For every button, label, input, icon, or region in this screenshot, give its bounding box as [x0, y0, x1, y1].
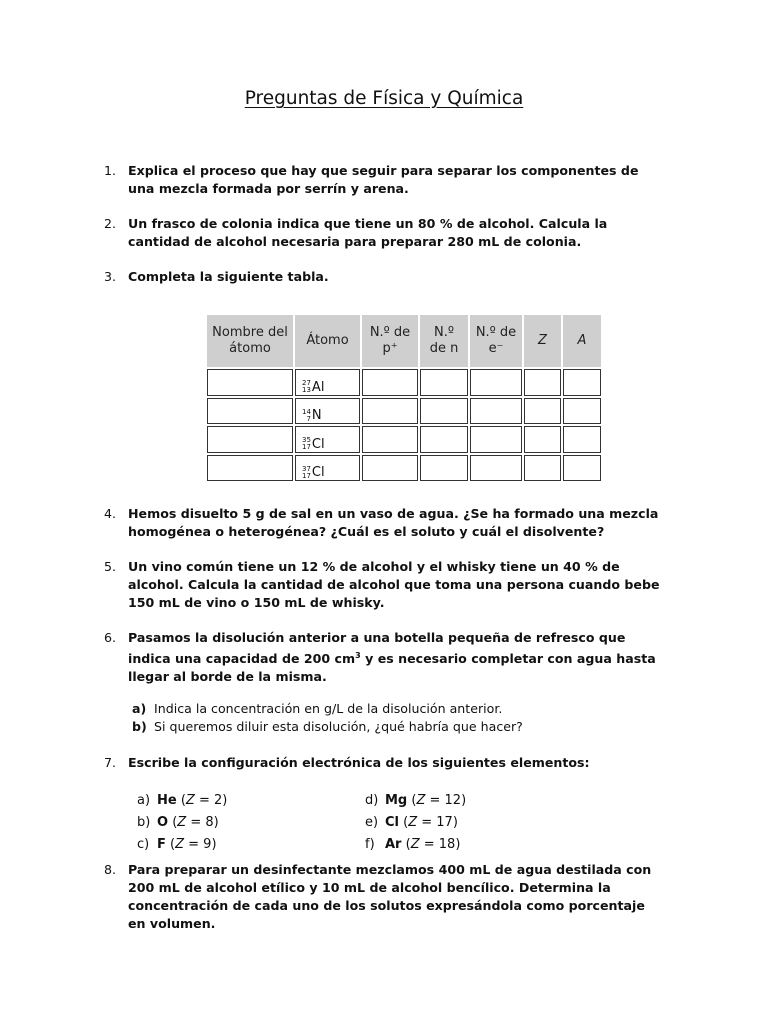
nuclide-notation — [302, 408, 322, 423]
mass-number: 35 — [302, 436, 311, 444]
element-symbol: Cl — [385, 815, 399, 830]
element-symbol: Cl — [311, 436, 325, 452]
question-8 — [104, 861, 664, 933]
element-symbol: He — [157, 793, 177, 808]
question-text-part: y es necesario completar con agua hasta llegar al borde de la misma. — [128, 651, 656, 685]
z-value: = 17 — [421, 815, 453, 830]
z-cell[interactable] — [524, 369, 561, 396]
question-text: Un frasco de colonia indica que tiene un 80 % de alcohol. Calcula la cantidad de alcohol necesaria para preparar 280 mL de colonia. — [128, 216, 608, 249]
z-symbol: Z — [175, 837, 185, 852]
element-item: d) Mg (Z = 12) — [365, 793, 467, 808]
name-cell[interactable] — [207, 369, 293, 396]
header-nombre: Nombre del átomo — [207, 315, 293, 367]
subquestion-text: Si queremos diluir esta disolución, ¿qué habría que hacer? — [154, 719, 523, 734]
element-item: e) Cl (Z = 17) — [365, 815, 458, 830]
element-symbol: O — [157, 815, 169, 830]
z-value: = 18 — [423, 837, 456, 852]
header-electrons: N.º de e⁻ — [470, 315, 522, 367]
protons-cell[interactable] — [362, 369, 418, 396]
header-z: Z — [524, 315, 561, 367]
neutrons-cell[interactable] — [420, 455, 468, 482]
element-label: d) — [365, 793, 379, 808]
question-text: Completa la siguiente tabla. — [128, 269, 329, 284]
question-text: Escribe la configuración electrónica de los siguientes elementos: — [128, 755, 590, 770]
table-row — [207, 369, 601, 396]
protons-cell[interactable] — [362, 398, 418, 425]
table-row — [207, 398, 601, 425]
question-number: 4. — [104, 506, 117, 521]
element-symbol: Al — [311, 379, 325, 395]
element-symbol: Mg — [385, 793, 408, 808]
mass-number: 37 — [302, 464, 311, 473]
atom-cell — [295, 426, 360, 453]
z-cell[interactable] — [524, 426, 561, 453]
question-7 — [104, 754, 664, 772]
page-title: Preguntas de Física y Química — [244, 88, 524, 109]
element-item: c) F (Z = 9) — [137, 837, 217, 852]
question-number: 8. — [104, 862, 117, 877]
header-atomo: Átomo — [295, 315, 360, 367]
question-2 — [104, 215, 664, 251]
question-6 — [104, 629, 664, 686]
atom-cell — [295, 369, 360, 396]
question-4 — [104, 505, 664, 541]
question-text-part: Pasamos la disolución anterior a una botella pequeña de refresco que indica una capacidad de 200 cm — [128, 630, 626, 667]
question-text: Un vino común tiene un 12 % de alcohol y el whisky tiene un 40 % de alcohol. Calcula la cantidad de alcohol que toma una persona cuando bebe 150 mL de vino o 150 mL de whisky. — [128, 559, 660, 610]
element-label: b) — [137, 815, 151, 830]
name-cell[interactable] — [207, 398, 293, 425]
z-value: = 9 — [188, 837, 212, 852]
atom-cell — [295, 455, 360, 482]
atomic-number: 17 — [302, 471, 311, 480]
z-symbol: Z — [185, 793, 195, 808]
table-header-row — [207, 315, 601, 367]
element-item: b) O (Z = 8) — [137, 815, 219, 830]
question-number: 7. — [104, 755, 117, 770]
element-symbol: N — [311, 408, 322, 423]
nuclide-notation — [302, 380, 324, 395]
table-row — [207, 426, 601, 453]
electrons-cell[interactable] — [470, 426, 522, 453]
a-cell[interactable] — [563, 369, 601, 396]
atom-cell — [295, 398, 360, 425]
subquestion-b — [132, 718, 523, 736]
atom-table — [205, 313, 603, 483]
element-symbol: Cl — [311, 465, 325, 480]
z-value: = 12 — [429, 793, 462, 808]
question-1 — [104, 162, 664, 198]
name-cell[interactable] — [207, 426, 293, 453]
z-value: = 8 — [190, 815, 214, 830]
electrons-cell[interactable] — [470, 369, 522, 396]
superscript: 3 — [355, 651, 361, 660]
element-label: f) — [365, 837, 375, 852]
subquestion-text: Indica la concentración en g/L de la disolución anterior. — [154, 701, 503, 716]
subquestion-label: b) — [132, 719, 147, 734]
header-protons: N.º de p⁺ — [362, 315, 418, 367]
z-symbol: Z — [410, 837, 420, 852]
z-symbol: Z — [177, 815, 187, 830]
question-number: 2. — [104, 216, 117, 231]
z-value: = 2 — [198, 793, 223, 808]
neutrons-cell[interactable] — [420, 426, 468, 453]
question-number: 1. — [104, 163, 117, 178]
element-item: a) He (Z = 2) — [137, 793, 228, 808]
element-label: e) — [365, 815, 379, 830]
question-text: Para preparar un desinfectante mezclamos 400 mL de agua destilada con 200 mL de alcohol etílico y 10 mL de alcohol bencílico. Determina la concentración de cada uno de los solutos expresándola como porcentaje en volumen. — [128, 862, 652, 931]
atomic-number: 17 — [302, 443, 311, 451]
subquestion-a — [132, 700, 502, 718]
question-text: Hemos disuelto 5 g de sal en un vaso de agua. ¿Se ha formado una mezcla homogénea o heterogénea? ¿Cuál es el soluto y cuál el disolvente? — [128, 506, 659, 539]
question-number: 3. — [104, 269, 117, 284]
element-item: f) Ar (Z = 18) — [365, 837, 461, 852]
table-row — [207, 455, 601, 482]
mass-number: 27 — [302, 379, 311, 387]
a-cell[interactable] — [563, 398, 601, 425]
neutrons-cell[interactable] — [420, 369, 468, 396]
question-number: 5. — [104, 559, 117, 574]
z-symbol: Z — [408, 815, 418, 830]
question-3 — [104, 268, 664, 286]
question-text — [128, 629, 664, 686]
element-symbol: F — [157, 837, 166, 852]
header-a: A — [563, 315, 601, 367]
z-cell[interactable] — [524, 398, 561, 425]
protons-cell[interactable] — [362, 426, 418, 453]
z-cell[interactable] — [524, 455, 561, 482]
neutrons-cell[interactable] — [420, 398, 468, 425]
question-number: 6. — [104, 630, 117, 645]
element-label: c) — [137, 837, 150, 852]
electrons-cell[interactable] — [470, 455, 522, 482]
atomic-number: 13 — [302, 386, 311, 394]
question-text: Explica el proceso que hay que seguir para separar los componentes de una mezcla formada por serrín y arena. — [128, 163, 639, 196]
header-neutrons: N.º de n — [420, 315, 468, 367]
nuclide-notation — [302, 465, 325, 480]
nuclide-notation — [302, 437, 325, 452]
z-symbol: Z — [416, 793, 426, 808]
name-cell[interactable] — [207, 455, 293, 482]
protons-cell[interactable] — [362, 455, 418, 482]
question-5 — [104, 558, 664, 612]
subquestion-label: a) — [132, 701, 147, 716]
element-symbol: Ar — [385, 837, 402, 852]
a-cell[interactable] — [563, 426, 601, 453]
element-label: a) — [137, 793, 151, 808]
atomic-number: 7 — [306, 414, 311, 423]
mass-number: 14 — [302, 407, 311, 416]
electrons-cell[interactable] — [470, 398, 522, 425]
a-cell[interactable] — [563, 455, 601, 482]
